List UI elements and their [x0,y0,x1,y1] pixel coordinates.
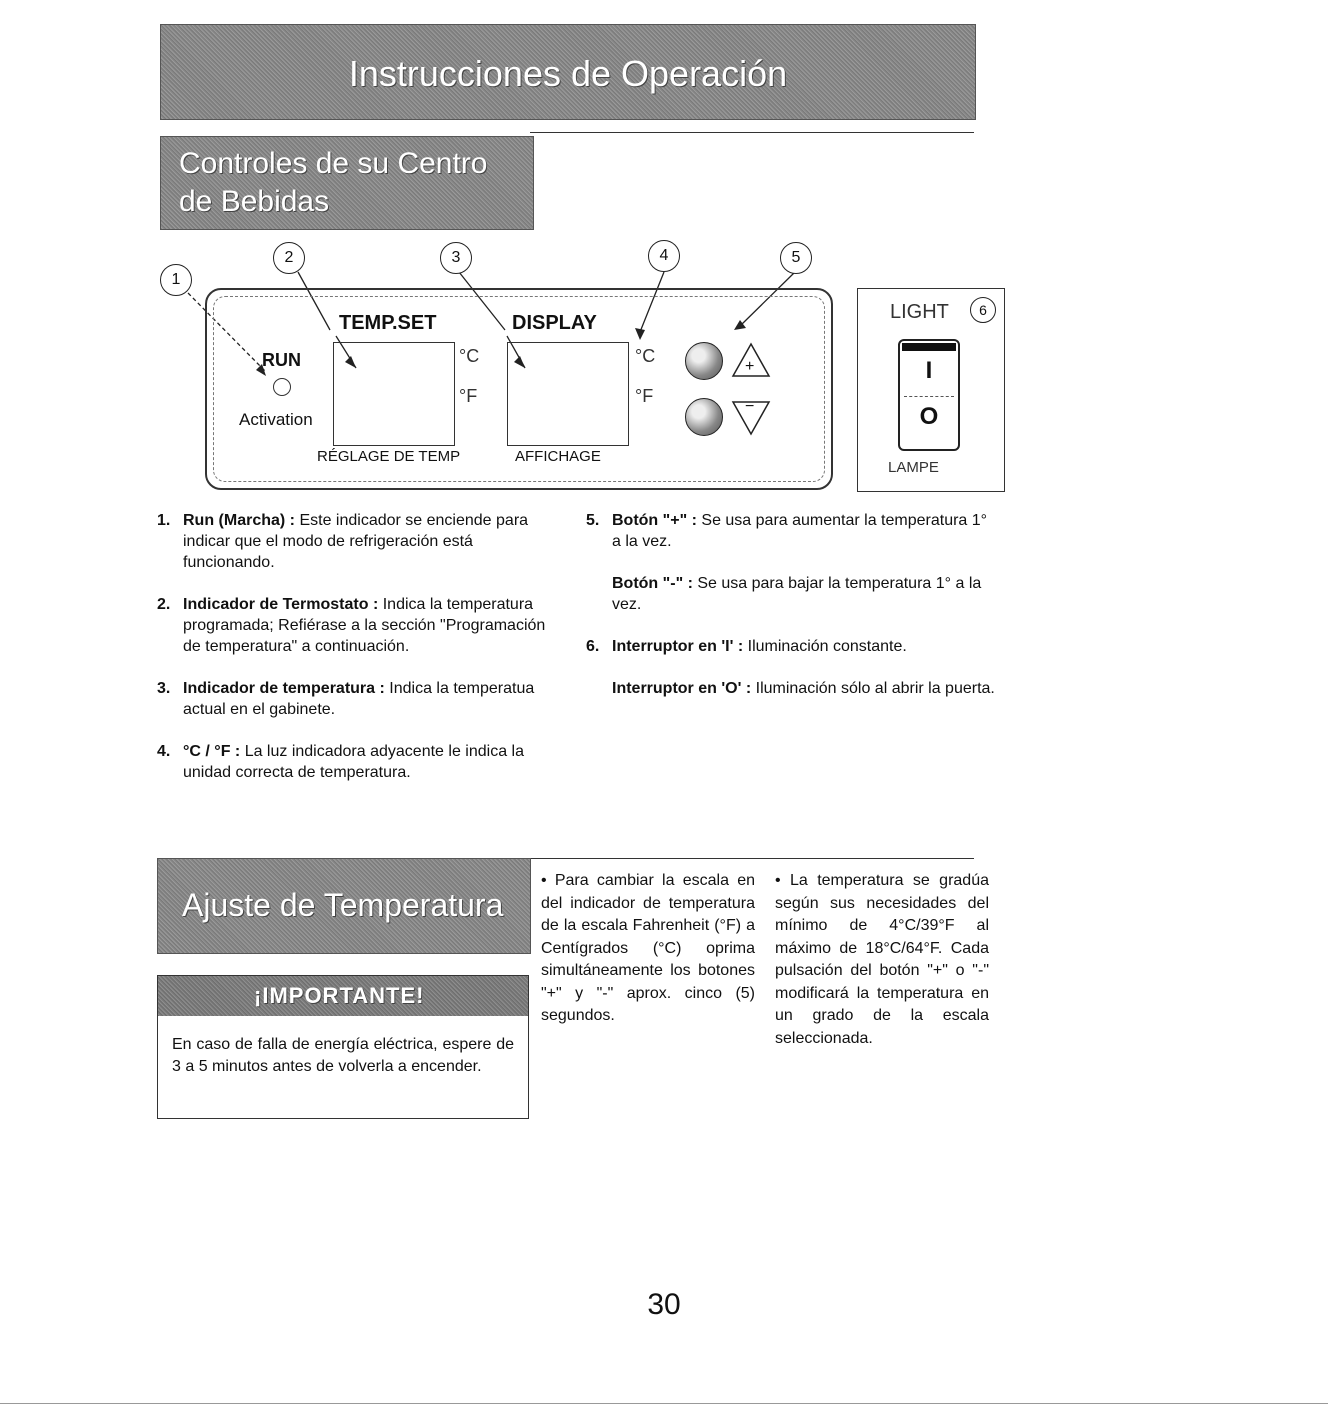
list-item [586,636,996,657]
display-celsius-indicator: °C [635,346,656,366]
section1-title-line1: Controles de su Centro [179,147,488,180]
temp-set-celsius-indicator: °C [459,346,480,366]
section1-title-line2: de Bebidas [179,185,330,218]
description-list-left [157,510,567,804]
list-item [586,678,996,699]
page-number: 30 [647,1288,681,1321]
light-label: LIGHT [890,301,949,323]
item-title: Interruptor en 'I' : [612,638,744,655]
temperature-range-paragraph: • La temperatura se gradúa según sus necesidades del mínimo de 4°C/39°F al máximo de 18°C/64°F. Cada pulsación del botón "+" o "-" modificará la temperatura en un grado de la escala seleccionada. [775,872,989,1047]
callout-4: 4 [648,240,680,272]
item-number: 4. [157,743,171,760]
reglage-label: RÉGLAGE DE TEMP [317,448,461,465]
important-box [157,975,529,1119]
display-fahrenheit-indicator: °F [635,386,654,406]
list-item [157,510,567,573]
item-number: 5. [586,512,600,529]
section2-banner [157,858,531,954]
item-number: 1. [157,512,171,529]
switch-top-shade [902,343,956,351]
plus-button[interactable] [685,342,723,380]
list-item [157,678,567,720]
list-item [586,573,996,615]
item-title: Run (Marcha) : [183,512,295,529]
callout-5: 5 [780,242,812,274]
lampe-label: LAMPE [888,459,939,476]
light-rocker-switch[interactable] [898,339,960,451]
item-title: Indicador de temperatura : [183,680,385,697]
item-text: La luz indicadora adyacente le indica la unidad correcta de temperatura. [183,743,524,781]
item-number: 3. [157,680,171,697]
callout-3: 3 [440,242,472,274]
item-text: Se usa para bajar la temperatura 1° a la vez. [612,575,982,613]
run-indicator-led [273,378,291,396]
item-title: °C / °F : [183,743,241,760]
item-number: 6. [586,638,600,655]
callout-2: 2 [273,242,305,274]
section2-title: Ajuste de Temperatura [182,887,504,923]
callout-1: 1 [160,264,192,296]
light-switch-panel [857,288,1005,492]
temp-set-fahrenheit-indicator: °F [459,386,478,406]
affichage-label: AFFICHAGE [515,448,601,465]
item-title: Indicador de Termostato : [183,596,379,613]
activation-label: Activation [239,410,313,429]
page-title: Instrucciones de Operación [348,53,788,94]
description-list-right [586,510,996,720]
item-text: Este indicador se enciende para indicar que el modo de refrigeración está funcionando. [183,512,529,571]
display-label: DISPLAY [512,312,597,334]
item-text: Iluminación constante. [747,638,907,655]
section2-rule [530,858,974,859]
bottom-rule [0,1403,1328,1404]
callout-6: 6 [970,297,996,323]
temp-set-display [333,342,455,446]
item-text: Indica la temperatua actual en el gabinete. [183,680,535,718]
list-item [157,594,567,657]
list-item [157,741,567,783]
run-label: RUN [262,350,301,370]
temperature-display [507,342,629,446]
item-text: Indica la temperatura programada; Refiérase a la sección "Programación de temperatura" a continuación. [183,596,546,655]
switch-on-label: I [925,357,933,384]
switch-divider [904,396,954,397]
item-text: Iluminación sólo al abrir la puerta. [755,680,995,697]
important-title: ¡IMPORTANTE! [254,983,425,1008]
item-text: Se usa para aumentar la temperatura 1° a la vez. [612,512,988,550]
plus-symbol: + [745,358,755,375]
list-item [586,510,996,552]
item-number: 2. [157,596,171,613]
item-title: Botón "-" : [612,575,693,592]
scale-change-paragraph: • Para cambiar la escala en del indicador de temperatura de la escala Fahrenheit (°F) a Centígrados (°C) oprima simultáneamente los botones "+" y "-" aprox. cinco (5) segundos. [541,872,755,1024]
temp-set-label: TEMP.SET [339,312,437,334]
control-panel [205,288,833,490]
minus-button[interactable] [685,398,723,436]
item-title: Interruptor en 'O' : [612,680,752,697]
switch-off-label: O [919,403,939,430]
minus-symbol: − [745,398,755,415]
important-text: En caso de falla de energía eléctrica, espere de 3 a 5 minutos antes de volverla a encender. [172,1036,514,1075]
important-header [158,976,528,1016]
item-title: Botón "+" : [612,512,697,529]
